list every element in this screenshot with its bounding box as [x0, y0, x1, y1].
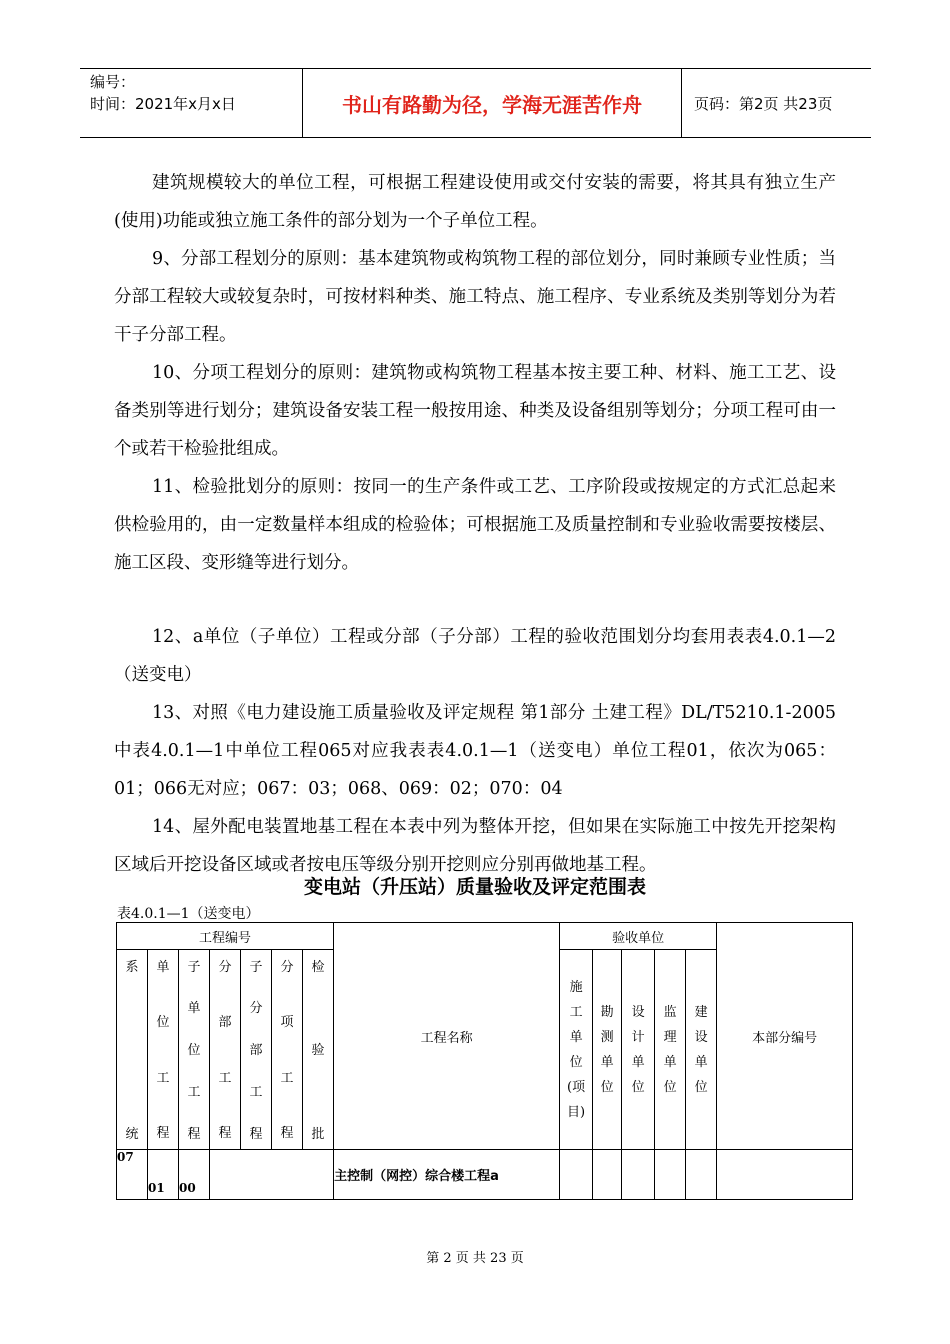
- header-char: 位: [694, 1079, 708, 1095]
- header-col: [241, 950, 272, 1150]
- header-char: 程: [187, 1126, 201, 1142]
- cell-empty: [560, 1150, 593, 1200]
- header-char: 子: [249, 959, 263, 975]
- header-char: 设: [631, 1004, 645, 1020]
- header-col-label: [179, 955, 209, 1145]
- cell-empty: [622, 1150, 655, 1200]
- header-col-label: [655, 1000, 685, 1100]
- header-char: 工: [249, 1084, 263, 1100]
- project-name: 主控制（网控）综合楼工程a: [334, 1169, 499, 1184]
- document-body: [114, 164, 836, 884]
- header-col-label: [148, 955, 178, 1145]
- header-char: 程: [156, 1126, 170, 1142]
- sub-unit-code: 00: [179, 1181, 196, 1195]
- header-char: 分: [249, 1001, 263, 1017]
- paragraph: 9、分部工程划分的原则：基本建筑物或构筑物工程的部位划分，同时兼顾专业性质；当分部工程较大或较复杂时，可按材料种类、施工特点、施工程序、专业系统及类别等划分为若干子分部工程。: [114, 249, 836, 345]
- header-char: 目): [567, 1104, 586, 1120]
- number-label: 编号：: [90, 73, 136, 91]
- header-char: 监: [663, 1004, 677, 1020]
- header-char: 工: [156, 1070, 170, 1086]
- header-char: 位: [187, 1043, 201, 1058]
- header-char: 验: [311, 1043, 325, 1058]
- header-char: 项: [280, 1015, 294, 1031]
- paragraph: 13、对照《电力建设施工质量验收及评定规程 第1部分 土建工程》DL/T5210.1-2005中表4.0.1—1中单位工程065对应我表表4.0.1—1（送变电）单位工程01，依次为065：01；066无对应；067：03；068、069：02；070：04: [114, 703, 836, 799]
- header-col: [655, 950, 686, 1150]
- header-char: 测: [600, 1029, 614, 1045]
- header-char: 单: [187, 1001, 201, 1017]
- acceptance-range-table: [116, 922, 853, 1200]
- header-col: [593, 950, 622, 1150]
- header-col: [560, 950, 593, 1150]
- header-col: [272, 950, 303, 1150]
- header-meta: [80, 69, 303, 137]
- header-part-number: 本部分编号: [717, 923, 853, 1150]
- header-char: 分: [280, 959, 294, 975]
- header-accept-group: 验收单位: [560, 923, 717, 950]
- header-char: 检: [311, 959, 325, 975]
- header-col-label: [686, 1000, 716, 1100]
- header-char: 计: [631, 1029, 645, 1045]
- paragraph: 14、屋外配电装置地基工程在本表中列为整体开挖，但如果在实际施工中按先开挖架构区域后开挖设备区域或者按电压等级分别开挖则应分别再做地基工程。: [114, 817, 836, 875]
- header-col: [303, 950, 334, 1150]
- system-code: 07: [117, 1150, 134, 1164]
- header-char: 工: [569, 1004, 583, 1020]
- header-char: 位: [631, 1079, 645, 1095]
- header-col-label: [241, 955, 271, 1145]
- cell-project-name: [334, 1150, 560, 1200]
- paragraph: 12、a单位（子单位）工程或分部（子分部）工程的验收范围划分均套用表表4.0.1—2（送变电）: [114, 627, 836, 685]
- cell-empty: [593, 1150, 622, 1200]
- header-col-label: [560, 975, 592, 1125]
- header-char: 勘: [600, 1004, 614, 1020]
- header-char: 系: [125, 959, 139, 975]
- header-col-label: [210, 955, 240, 1145]
- header-col-label: [593, 1000, 621, 1100]
- header-char: 理: [663, 1029, 677, 1045]
- header-char: 单: [694, 1054, 708, 1070]
- table-title: 变电站（升压站）质量验收及评定范围表: [303, 876, 646, 898]
- cell-empty: [210, 1150, 334, 1200]
- header-project-name: 工程名称: [334, 923, 560, 1150]
- header-col: [686, 950, 717, 1150]
- header-char: 程: [280, 1126, 294, 1142]
- header-col: [210, 950, 241, 1150]
- cell-empty: [655, 1150, 686, 1200]
- header-char: 位: [569, 1054, 583, 1070]
- header-char: 子: [187, 959, 201, 975]
- page-footer: 第 2 页 共 23 页: [426, 1251, 524, 1266]
- header-char: 位: [156, 1015, 170, 1031]
- header-char: 部: [218, 1015, 232, 1031]
- header-col-label: [622, 1000, 654, 1100]
- header-char: (项: [567, 1079, 586, 1095]
- header-char: 设: [694, 1029, 708, 1045]
- header-col: [622, 950, 655, 1150]
- paragraph: 11、检验批划分的原则：按同一的生产条件或工艺、工序阶段或按规定的方式汇总起来供检验用的，由一定数量样本组成的检验体；可根据施工及质量控制和专业验收需要按楼层、施工区段、变形缝等进行划分。: [114, 477, 836, 573]
- header-char: 施: [569, 979, 583, 995]
- cell-system: [117, 1150, 148, 1200]
- header-char: 工: [218, 1070, 232, 1086]
- unit-code: 01: [148, 1181, 165, 1195]
- header-col-label: [303, 955, 333, 1145]
- table-caption: 表4.0.1—1（送变电）: [117, 906, 260, 922]
- header-char: 单: [569, 1029, 583, 1045]
- paragraph: 10、分项工程划分的原则：建筑物或构筑物工程基本按主要工种、材料、施工工艺、设备类别等进行划分；建筑设备安装工程一般按用途、种类及设备组别等划分；分项工程可由一个或若干检验批组成。: [114, 363, 836, 459]
- header-char: 建: [694, 1004, 708, 1020]
- cell-empty: [686, 1150, 717, 1200]
- header-col-label: [272, 955, 302, 1145]
- header-char: 单: [600, 1054, 614, 1070]
- header-char: 程: [218, 1126, 232, 1142]
- header-char: 位: [663, 1079, 677, 1095]
- header-motto: 书山有路勤为径，学海无涯苦作舟: [303, 69, 682, 137]
- header-char: 部: [249, 1043, 263, 1058]
- header-char: 程: [249, 1126, 263, 1142]
- cell-empty: [717, 1150, 853, 1200]
- header-char: 工: [187, 1084, 201, 1100]
- header-col-label: [117, 955, 147, 1145]
- header-bar: [80, 68, 871, 138]
- cell-unit: [148, 1150, 179, 1200]
- header-char: 单: [663, 1054, 677, 1070]
- time-label: 时间：2021年x月x日: [90, 95, 236, 113]
- header-col: [117, 950, 148, 1150]
- paragraph: 建筑规模较大的单位工程，可根据工程建设使用或交付安装的需要，将其具有独立生产(使用)功能或独立施工条件的部分划为一个子单位工程。: [114, 173, 836, 231]
- header-code-group: 工程编号: [117, 923, 334, 950]
- header-col: [179, 950, 210, 1150]
- header-col: [148, 950, 179, 1150]
- header-char: 统: [125, 1126, 139, 1142]
- header-char: 单: [156, 959, 170, 975]
- cell-sub-unit: [179, 1150, 210, 1200]
- header-char: 单: [631, 1054, 645, 1070]
- header-char: 工: [280, 1070, 294, 1086]
- header-char: 分: [218, 959, 232, 975]
- header-page-info: 页码：第2页 共23页: [694, 94, 833, 113]
- header-char: 批: [311, 1126, 325, 1142]
- header-char: 位: [600, 1079, 614, 1095]
